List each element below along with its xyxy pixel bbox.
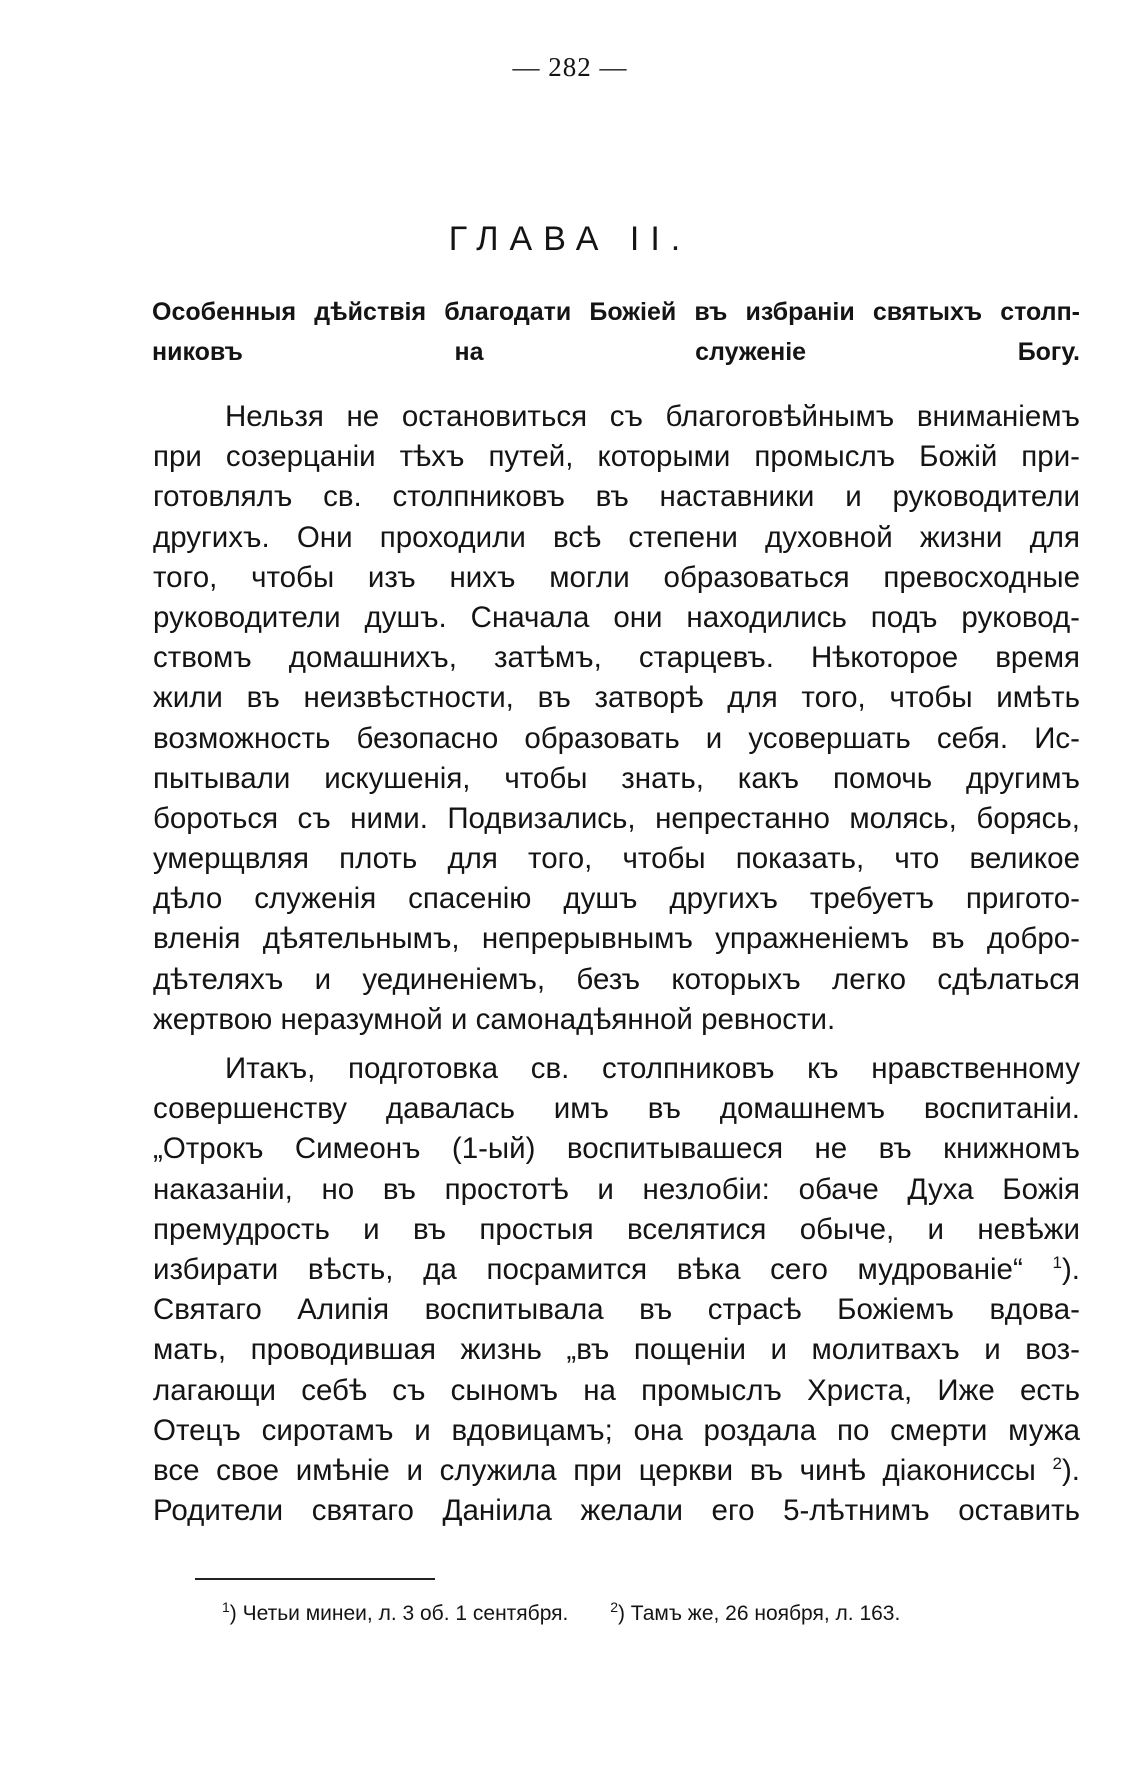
- footnote-text: ) Тамъ же, 26 ноября, л. 163.: [617, 1602, 901, 1625]
- footnote-1: [222, 1599, 569, 1626]
- subtitle-line: никовъ на служеніе Богу.: [152, 338, 1080, 367]
- text-line: совершенству давалась имъ въ домашнемъ воспитаніи.: [153, 1092, 1080, 1126]
- page-number: — 282 —: [512, 52, 628, 82]
- footnotes: [222, 1599, 1022, 1626]
- text-line: пытывали искушенія, чтобы знать, какъ помочь другимъ: [153, 761, 1080, 795]
- text-line: Родители святаго Даніила желали его 5-лѣтнимъ оставить: [153, 1494, 1080, 1528]
- text-line: руководители душъ. Сначала они находились подъ руковод-: [153, 600, 1080, 634]
- text-line: ствомъ домашнихъ, затѣмъ, старцевъ. Нѣкоторое время: [153, 641, 1080, 675]
- footnote-ref-close: ).: [1061, 1453, 1080, 1487]
- paragraph-1: [153, 397, 1080, 1040]
- footnote-ref-1: 1: [1052, 1253, 1062, 1273]
- text-line: бороться съ ними. Подвизались, непрестанно молясь, борясь,: [153, 801, 1080, 835]
- text-line: жили въ неизвѣстности, въ затворѣ для того, чтобы имѣть: [153, 681, 1080, 715]
- text-line: умерщвляя плоть для того, чтобы показать, что великое: [153, 842, 1080, 876]
- footnote-2: [610, 1599, 901, 1626]
- chapter-title: ГЛАВА II.: [448, 220, 692, 258]
- text-line-with-ref: [153, 1250, 1080, 1290]
- text-line-with-ref: [153, 1451, 1080, 1491]
- text-line: лагающи себѣ съ сыномъ на промыслъ Христа, Иже есть: [153, 1373, 1080, 1407]
- text-line: готовлялъ св. столпниковъ въ наставники и руководители: [153, 480, 1080, 514]
- footnote-mark: 2: [610, 1599, 618, 1615]
- text-line: Нельзя не остановиться съ благоговѣйнымъ вниманіемъ: [225, 400, 1080, 433]
- footnote-ref-close: ).: [1061, 1252, 1080, 1286]
- text-line: при созерцаніи тѣхъ путей, которыми промыслъ Божій при-: [153, 440, 1080, 474]
- footnote-ref-2: 2: [1052, 1454, 1062, 1474]
- text-line: мать, проводившая жизнь „въ пощеніи и молитвахъ и воз-: [153, 1333, 1080, 1367]
- text-line: премудрость и въ простыя вселятися обыче, и невѣжи: [153, 1212, 1080, 1246]
- text-line: Отецъ сиротамъ и вдовицамъ; она роздала по смерти мужа: [153, 1413, 1080, 1447]
- text-segment: все свое имѣніе и служила при церкви въ чинѣ діакониссы: [153, 1453, 1036, 1487]
- text-line: „Отрокъ Симеонъ (1-ый) воспитывашеся не въ книжномъ: [153, 1132, 1080, 1166]
- subtitle-line: Особенныя дѣйствія благодати Божіей въ избраніи святыхъ столп-: [152, 298, 1080, 326]
- paragraph-2: [153, 1049, 1080, 1531]
- text-line: вленія дѣятельнымъ, непрерывнымъ упражненіемъ въ добро-: [153, 922, 1080, 956]
- text-line: дѣтеляхъ и уединеніемъ, безъ которыхъ легко сдѣлаться: [153, 962, 1080, 996]
- text-line: другихъ. Они проходили всѣ степени духовной жизни для: [153, 520, 1080, 554]
- text-segment: избирати вѣсть, да посрамится вѣка сего мудрованіе“: [153, 1252, 1023, 1286]
- text-line: наказаніи, но въ простотѣ и незлобіи: обаче Духа Божія: [153, 1172, 1080, 1206]
- footnote-mark: 1: [222, 1599, 230, 1615]
- text-line: Итакъ, подготовка св. столпниковъ къ нравственному: [225, 1052, 1080, 1085]
- text-line: того, чтобы изъ нихъ могли образоваться превосходные: [153, 560, 1080, 594]
- text-line: возможность безопасно образовать и усовершать себя. Ис-: [153, 721, 1080, 755]
- footnote-divider: [195, 1578, 435, 1580]
- text-line: дѣло служенія спасенію душъ другихъ требуетъ пригото-: [153, 882, 1080, 916]
- text-line: Святаго Алипія воспитывала въ страсѣ Божіемъ вдова-: [153, 1293, 1080, 1327]
- text-line: жертвою неразумной и самонадѣянной ревности.: [153, 1002, 836, 1036]
- chapter-subtitle: [152, 292, 1080, 372]
- footnote-text: ) Четьи минеи, л. 3 об. 1 сентября.: [229, 1602, 569, 1625]
